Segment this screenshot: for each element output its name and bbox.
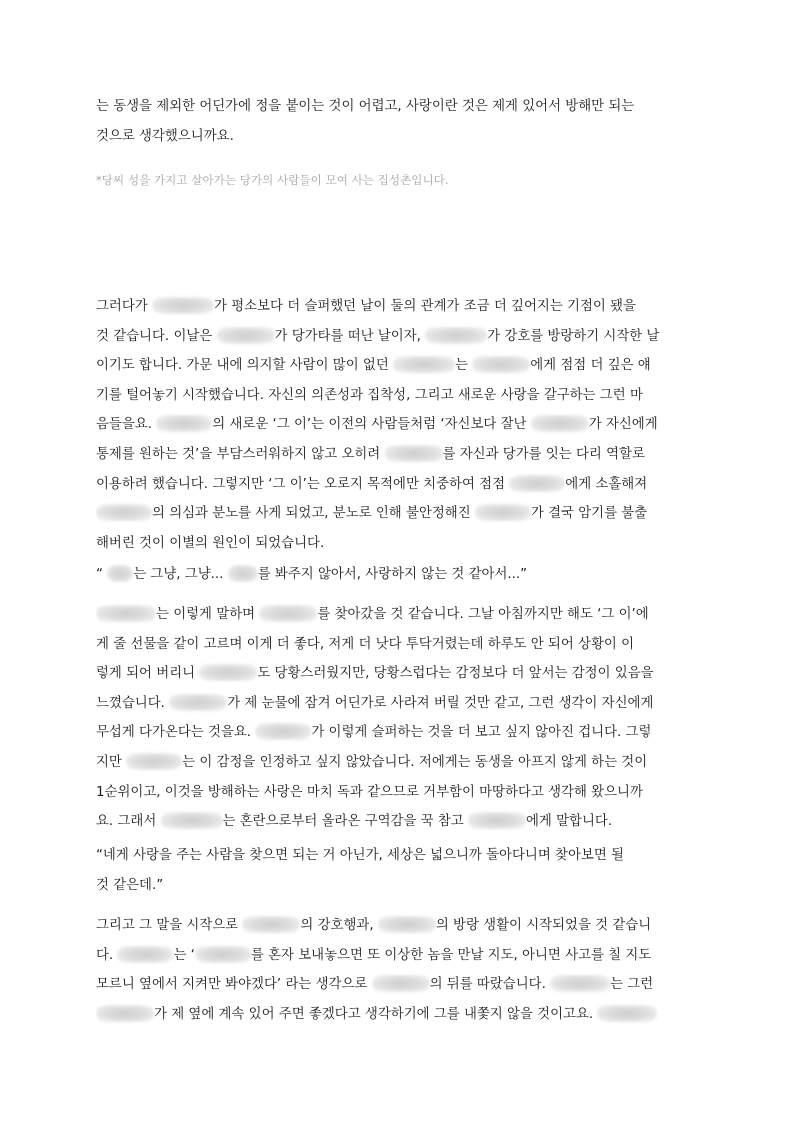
text-run: 가 이렇게 슬퍼하는 것을 더 보고 싶지 않아진 겁니다. 그렇 (311, 725, 652, 741)
text-run: 에게 말합니다. (525, 814, 613, 830)
redacted-name (531, 415, 589, 432)
text-run: 가 당가타를 떠난 날이자, (274, 328, 426, 344)
text-run: 지만 (96, 754, 127, 770)
text-line (96, 381, 708, 411)
text-line (96, 410, 708, 440)
text-line (96, 718, 708, 748)
text-run: 는 ‘ (173, 947, 195, 963)
text-run: 에게 소홀해져 (565, 476, 648, 492)
footnote: *당씨 성을 가지고 살아가는 당가의 사람들이 모여 사는 집성촌입니다. (96, 173, 449, 187)
text-line (96, 499, 708, 529)
text-run: 의 강호행과, (300, 918, 378, 933)
paragraph-2 (96, 600, 708, 837)
redacted-name (425, 327, 487, 344)
redacted-name (161, 812, 223, 829)
text-line (96, 970, 708, 1000)
redacted-name (228, 565, 258, 582)
text-line (96, 659, 708, 689)
redacted-name (199, 664, 257, 681)
text-line (96, 470, 708, 500)
text-run: 무섭게 다가온다는 것을요. (96, 725, 256, 741)
text-line (96, 440, 708, 470)
text-line (96, 778, 708, 808)
redacted-name (96, 1005, 154, 1022)
redacted-name (169, 694, 227, 711)
text-run: 를 찾아갔을 것 같습니다. 그날 아침까지만 해도 ‘그 이’에 (317, 607, 649, 622)
text-run: 요. 그래서 (96, 814, 161, 830)
redacted-name (255, 723, 311, 740)
redacted-name (96, 504, 152, 521)
text-line (96, 807, 708, 837)
text-run: 는 이렇게 말하며 (156, 607, 260, 622)
text-line (96, 689, 708, 719)
text-run: 그러다가 (96, 299, 152, 314)
redacted-name (472, 356, 530, 373)
text-run: 의 의심과 분노를 사게 되었고, 분노로 인해 불안정해진 (152, 506, 475, 522)
text-run: 것 같습니다. 이날은 (96, 328, 217, 344)
redacted-name (468, 812, 526, 829)
redacted-name (385, 445, 443, 462)
redacted-name (372, 975, 430, 992)
redacted-name (156, 415, 212, 432)
text-run: 는 그냥, 그냥... (133, 567, 228, 582)
paragraph-1 (96, 292, 708, 558)
text-line: 것으로 생각했으니까요. (96, 128, 234, 144)
text-run: 가 강호를 방랑하기 시작한 날 (487, 328, 660, 344)
text-line (96, 748, 708, 778)
redacted-name (259, 605, 317, 622)
text-run: 는 혼란으로부터 올라온 구역감을 꾹 참고 (222, 814, 468, 830)
quote-1 (96, 560, 708, 590)
redacted-name (550, 975, 610, 992)
text-line (96, 941, 708, 971)
text-line: 것 같은데.” (96, 877, 164, 893)
redacted-name (475, 504, 531, 521)
text-run: 는 (455, 358, 473, 374)
text-run: 1순위이고, 이것을 방해하는 사랑은 마치 독과 같으므로 거부함이 마땅하다고 생각해 왔으니까 (96, 784, 643, 800)
text-run: 렇게 되어 버리니 (96, 666, 200, 682)
quote-2 (96, 841, 708, 900)
text-run: 를 혼자 보내놓으면 또 이상한 놈을 만날 지도, 아니면 사고를 칠 지도 (250, 947, 652, 963)
text-line (96, 600, 708, 630)
redacted-name (242, 916, 300, 933)
intro-paragraph (96, 92, 708, 151)
text-run: 는 그런 (610, 977, 654, 993)
text-run: 음들을요. (96, 417, 157, 433)
text-run: 그리고 그 말을 시작으로 (96, 918, 243, 933)
text-run: 의 새로운 ‘그 이’는 이전의 사람들처럼 ‘자신보다 잘난 (212, 417, 531, 433)
text-run: 모르니 옆에서 지켜만 봐야겠다’ 라는 생각으로 (96, 977, 372, 993)
text-line (96, 630, 708, 660)
redacted-name (393, 356, 455, 373)
text-run: 의 방랑 생활이 시작되었을 것 같습니 (435, 918, 652, 933)
text-run: 의 뒤를 따랐습니다. (429, 977, 551, 993)
text-line (96, 529, 708, 559)
redacted-name (126, 753, 182, 770)
redacted-name (378, 916, 436, 933)
paragraph-3 (96, 911, 708, 1029)
text-line (96, 1000, 708, 1030)
text-line (96, 911, 708, 941)
text-run: 통제를 원하는 것’을 부담스러워하지 않고 오히려 (96, 446, 385, 462)
text-run: 에게 점점 더 깊은 얘 (530, 358, 651, 374)
text-line (96, 322, 708, 352)
text-run: 를 봐주지 않아서, 사랑하지 않는 것 같아서...” (257, 567, 528, 582)
redacted-name (117, 946, 173, 963)
redacted-name (195, 946, 251, 963)
redacted-name (597, 1005, 657, 1022)
redacted-name (217, 327, 275, 344)
text-run: “ (96, 567, 108, 582)
text-run: 가 자신에게 (588, 417, 658, 433)
redacted-name (509, 475, 565, 492)
text-run: 가 평소보다 더 슬퍼했던 날이 둘의 관계가 조금 더 깊어지는 기점이 됐을 (214, 299, 636, 314)
text-run: 게 줄 선물을 같이 고르며 이게 더 좋다, 저게 더 낫다 투닥거렸는데 하루도 안 되어 상황이 이 (96, 636, 635, 652)
text-run: 가 제 옆에 계속 있어 주면 좋겠다고 생각하기에 그를 내쫓지 않을 것이고요. (154, 1006, 598, 1022)
redacted-name (96, 605, 156, 622)
text-run: 도 당황스러웠지만, 당황스럽다는 감정보다 더 앞서는 감정이 있음을 (257, 666, 654, 682)
text-run: 가 결국 암기를 불출 (530, 506, 648, 522)
text-run: 이용하려 했습니다. 그렇지만 ‘그 이’는 오로지 목적에만 치중하여 점점 (96, 476, 510, 492)
text-run: 는 이 감정을 인정하고 싶지 않았습니다. 저에게는 동생을 아프지 않게 하는 것이 (182, 754, 648, 770)
text-run: 느꼈습니다. (96, 695, 170, 711)
text-line: 는 동생을 제외한 어딘가에 정을 붙이는 것이 어렵고, 사랑이란 것은 제게 있어서 방해만 되는 (96, 99, 635, 114)
text-run: 를 자신과 당가를 잇는 다리 역할로 (442, 446, 645, 462)
text-line (96, 292, 708, 322)
text-line: “네게 사랑을 주는 사람을 찾으면 되는 거 아닌가, 세상은 넓으니까 돌아다니며 찾아보면 될 (96, 848, 624, 863)
text-run: 다. (96, 947, 118, 963)
text-run: 기를 털어놓기 시작했습니다. 자신의 의존성과 집착성, 그리고 새로운 사랑을 갈구하는 그런 마 (96, 387, 643, 403)
text-line (96, 560, 708, 590)
text-line (96, 351, 708, 381)
text-run: 해버린 것이 이별의 원인이 되었습니다. (96, 535, 325, 551)
redacted-name (152, 297, 214, 314)
text-run: 가 제 눈물에 잠겨 어딘가로 사라져 버릴 것만 같고, 그런 생각이 자신에게 (227, 695, 654, 711)
redacted-name (107, 565, 133, 582)
text-run: 이기도 합니다. 가문 내에 의지할 사람이 많이 없던 (96, 358, 394, 374)
